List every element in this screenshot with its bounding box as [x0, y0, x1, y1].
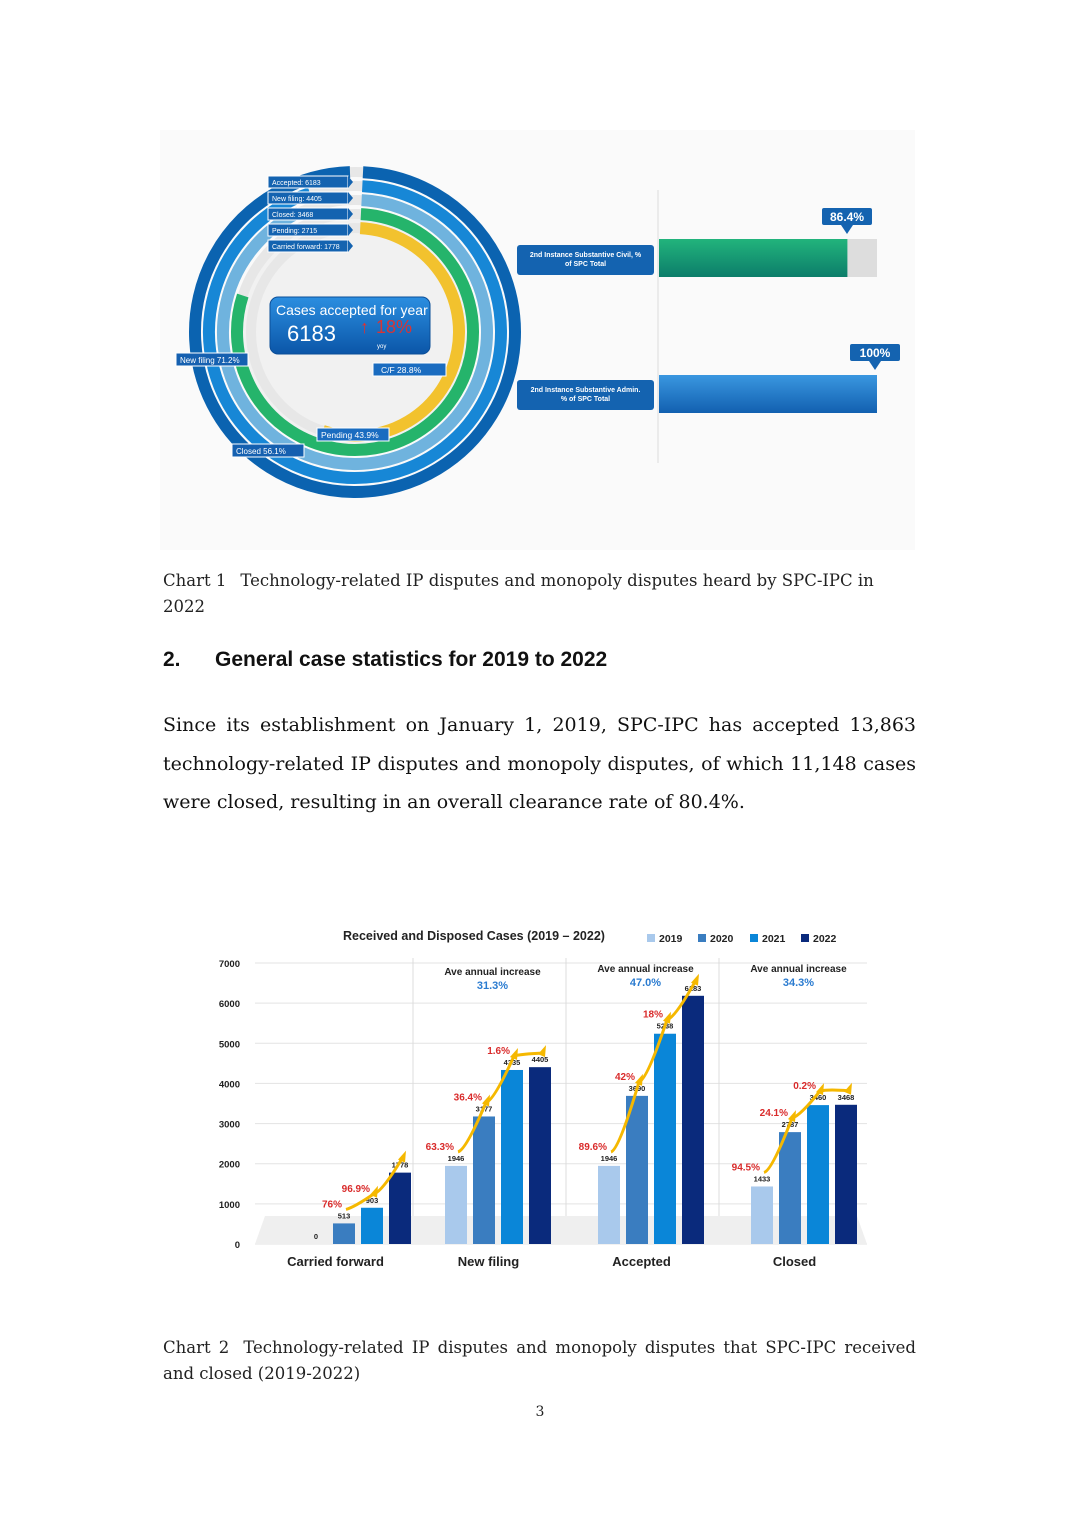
bar-value-label: 1946 — [447, 1153, 465, 1163]
chart2-title: Received and Disposed Cases (2019 – 2022) — [343, 929, 605, 943]
group-header-label: Ave annual increase — [597, 964, 694, 975]
bar-new-filing-2021 — [501, 1070, 523, 1244]
ring-tag-label: Closed: 3468 — [272, 212, 314, 219]
legend-swatch — [801, 934, 809, 942]
chart1-svg — [160, 130, 915, 550]
x-category-label: Accepted — [612, 1254, 671, 1269]
body-paragraph: Since its establishment on January 1, 2019, SPC-IPC has accepted 13,863 technology-related IP disputes and monopoly disputes, of which 11,148 cases were closed, resulting in an overall clearance rate of 80.4%. — [163, 714, 916, 813]
x-category-label: New filing — [457, 1254, 520, 1269]
chart2-caption-label: Chart 2 — [163, 1338, 230, 1357]
bar-accepted-2021 — [654, 1034, 676, 1244]
bar-value-label: 903 — [365, 1195, 379, 1205]
center-change: 18% — [376, 317, 413, 337]
bar-closed-2019 — [751, 1186, 773, 1244]
chart1-caption-text: Technology-related IP disputes and monopoly disputes heard by SPC-IPC in 2022 — [163, 571, 874, 616]
legend-item-2020 — [698, 933, 734, 945]
growth-label: 63.3% — [425, 1141, 454, 1153]
svg-text:Pending 43.9%: Pending 43.9% — [321, 430, 379, 440]
y-tick-label: 1000 — [218, 1199, 240, 1211]
y-tick-label: 7000 — [218, 959, 240, 970]
growth-label: 36.4% — [453, 1092, 482, 1104]
chart2-gridlines — [255, 958, 867, 1244]
legend-swatch — [750, 934, 758, 942]
bar-carried-forward-2021 — [361, 1208, 383, 1244]
growth-label: 89.6% — [578, 1141, 607, 1153]
svg-text:100%: 100% — [859, 346, 891, 360]
bar-civil-label-2: of SPC Total — [564, 261, 607, 268]
group-header-value: 31.3% — [476, 980, 509, 992]
bar-admin-label-box — [517, 380, 654, 410]
bar-civil-value-tag — [822, 208, 872, 234]
group-header-label: Ave annual increase — [444, 967, 541, 978]
chart2-svg — [195, 918, 885, 1283]
bar-new-filing-2022 — [529, 1067, 551, 1244]
bar-new-filing-2019 — [445, 1166, 467, 1244]
center-title: Cases accepted for year — [276, 302, 428, 318]
pct-tag-new-filing — [176, 353, 248, 366]
ring-tag-label: Accepted: 6183 — [272, 180, 321, 187]
ring-legend — [268, 176, 353, 252]
svg-text:Closed 56.1%: Closed 56.1% — [236, 447, 286, 456]
bar-closed-2020 — [779, 1132, 801, 1244]
bar-accepted-2019 — [598, 1166, 620, 1244]
legend-item-2022 — [801, 933, 837, 945]
bar-carried-forward-2022 — [389, 1173, 411, 1244]
growth-label: 24.1% — [759, 1108, 788, 1120]
y-tick-label: 3000 — [218, 1119, 240, 1131]
bar-civil-label-box — [517, 245, 654, 275]
y-tick-label: 0 — [234, 1240, 240, 1251]
bar-value-label: 3460 — [809, 1093, 827, 1103]
bar-civil — [517, 208, 877, 277]
bar-value-label: 1778 — [391, 1160, 409, 1170]
growth-label: 18% — [642, 1009, 663, 1021]
legend-label: 2021 — [762, 933, 786, 945]
bar-accepted-2022 — [682, 996, 704, 1244]
bar-admin-value-tag — [850, 344, 900, 370]
growth-arrow-icon — [820, 1090, 848, 1091]
chart2-group-headers — [444, 964, 847, 992]
bar-value-label: 3690 — [628, 1083, 646, 1093]
ring-tag — [268, 192, 353, 204]
bar-civil-label-1: 2nd Instance Substantive Civil, % — [529, 252, 642, 259]
bar-admin — [517, 344, 900, 413]
chart2-bar-chart — [195, 918, 885, 1283]
chart2-caption-text: Technology-related IP disputes and monopoly disputes that SPC-IPC received and closed (2019-2022) — [163, 1338, 916, 1383]
chart2-legend — [647, 933, 837, 945]
ring-tag — [268, 224, 353, 236]
legend-item-2019 — [647, 933, 683, 945]
x-category-label: Closed — [772, 1254, 817, 1269]
chart1-infographic — [160, 130, 915, 550]
x-category-label: Carried forward — [287, 1254, 384, 1269]
svg-text:C/F 28.8%: C/F 28.8% — [381, 365, 422, 375]
chart2-x-labels — [287, 1254, 816, 1269]
bar-value-label: 6183 — [684, 983, 702, 993]
ring-tag — [268, 208, 353, 220]
legend-item-2021 — [750, 933, 786, 945]
chart2-y-ticks — [219, 959, 240, 1251]
section-title: General case statistics for 2019 to 2022 — [215, 648, 608, 671]
ring-tag-label: New filing: 4405 — [272, 196, 322, 203]
bar-admin-fill — [659, 375, 877, 413]
bar-value-label: 0 — [313, 1232, 319, 1241]
growth-label: 96.9% — [341, 1183, 370, 1195]
growth-label: 42% — [614, 1071, 635, 1083]
ring-tag-label: Carried forward: 1778 — [272, 244, 340, 251]
pct-tag-pending — [317, 428, 389, 441]
legend-label: 2022 — [813, 933, 837, 945]
bar-value-label: 4335 — [503, 1057, 521, 1067]
bar-accepted-2020 — [626, 1096, 648, 1244]
legend-label: 2019 — [659, 933, 683, 945]
bar-value-label: 3177 — [475, 1104, 493, 1114]
growth-label: 94.5% — [731, 1162, 760, 1174]
up-arrow-icon: ↑ — [360, 317, 369, 337]
bar-admin-label-2: % of SPC Total — [560, 396, 611, 403]
legend-label: 2020 — [710, 933, 734, 945]
bar-value-label: 4405 — [531, 1055, 549, 1065]
section-heading — [163, 648, 607, 672]
chart1-caption-label: Chart 1 — [163, 571, 227, 590]
chart2-caption — [163, 1335, 916, 1387]
bar-value-label: 1433 — [753, 1174, 771, 1184]
section-number: 2. — [163, 648, 181, 671]
center-change-sub: yoy — [377, 344, 387, 350]
bar-civil-fill — [659, 239, 847, 277]
y-tick-label: 2000 — [218, 1159, 240, 1171]
bar-value-label: 3468 — [837, 1092, 855, 1102]
y-tick-label: 5000 — [218, 1039, 240, 1051]
bar-value-label: 1946 — [600, 1153, 618, 1163]
legend-swatch — [647, 934, 655, 942]
center-value: 6183 — [287, 321, 336, 346]
bar-value-label: 513 — [337, 1211, 351, 1221]
growth-label: 76% — [321, 1199, 342, 1211]
ring-tag — [268, 176, 353, 188]
svg-text:86.4%: 86.4% — [829, 210, 865, 224]
growth-label: 0.2% — [793, 1081, 816, 1093]
growth-label: 1.6% — [487, 1045, 510, 1057]
pct-tag-closed — [232, 444, 304, 457]
legend-swatch — [698, 934, 706, 942]
group-header-label: Ave annual increase — [750, 964, 847, 975]
bar-carried-forward-2020 — [333, 1223, 355, 1244]
bar-closed-2022 — [835, 1105, 857, 1244]
bar-closed-2021 — [807, 1105, 829, 1244]
bar-new-filing-2020 — [473, 1116, 495, 1244]
ring-tag — [268, 240, 353, 252]
svg-text:New filing 71.2%: New filing 71.2% — [180, 356, 240, 365]
chart1-caption — [163, 568, 916, 620]
group-header-value: 47.0% — [629, 977, 662, 989]
bar-admin-label-1: 2nd Instance Substantive Admin. — [530, 387, 641, 394]
y-tick-label: 4000 — [218, 1079, 240, 1091]
bar-value-label: 2787 — [781, 1120, 799, 1130]
bar-value-label: 5238 — [656, 1021, 674, 1031]
center-summary-box — [270, 297, 430, 354]
group-header-value: 34.3% — [782, 977, 815, 989]
y-tick-label: 6000 — [218, 999, 240, 1011]
pct-tag-cf — [373, 363, 446, 376]
ring-tag-label: Pending: 2715 — [272, 228, 318, 235]
page-number: 3 — [535, 1404, 545, 1420]
